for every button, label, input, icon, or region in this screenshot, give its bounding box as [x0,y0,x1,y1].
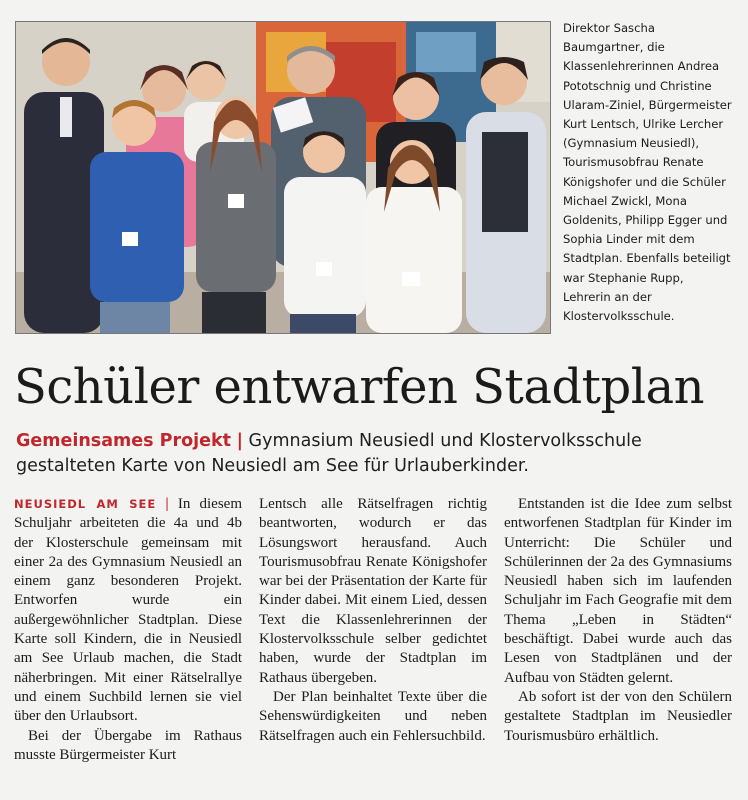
article-paragraph: Entstanden ist die Idee zum selbst entworfenen Stadtplan für Kinder im Unterricht: Die Schüler und Schülerinnen der 2a des Gymnasiums Neusiedl haben sich im laufenden Schuljahr im Fach Geografie mit dem Thema „Leben in Städten“ beschäftigt. Dabei wurde auch das Lesen von Stadtplänen und der Aufbau von Städten gelernt. [504,496,732,686]
group-photo [15,21,551,334]
subhead-kicker: Gemeinsames Projekt [16,431,231,451]
article-column-1 [14,495,242,765]
subhead-text: Gymnasium Neusiedl und Klostervolksschule gestalteten Karte von Neusiedl am See für Urlauberkinder. [16,431,642,476]
article-column-2 [259,495,487,746]
subheadline [16,429,731,479]
dateline-separator: | [165,496,169,512]
group-photo-illustration [16,22,550,333]
article-paragraph: Bei der Übergabe im Rathaus musste Bürgermeister Kurt [14,727,242,763]
photo-caption: Direktor Sascha Baumgartner, die Klassenlehrerinnen Andrea Pototschnig und Christine Ularam-Ziniel, Bürgermeister Kurt Lentsch, Ulrike Lercher (Gymnasium Neusiedl), Tourismusobfrau Renate Königshofer und die Schüler Michael Zwickl, Mona Goldenits, Philipp Egger und Sophia Linder mit dem Stadtplan. Ebenfalls beteiligt war Stephanie Rupp, Lehrerin an der Klostervolksschule. [563,21,732,324]
article-paragraph: Der Plan beinhaltet Texte über die Sehenswürdigkeiten und neben Rätselfragen auch ein Fehlersuchbild. [259,688,487,744]
article-paragraph [14,495,242,727]
article-paragraph: Lentsch alle Rätselfragen richtig beantworten, wodurch er das Lösungswort herausfand. Auch Tourismusobfrau Renate Königshofer war bei der Präsentation der Karte für Kinder dabei. Mit einem Lied, dessen Text die Klassenlehrerinnen der Klostervolksschule selber gedichtet haben, wurde der Stadtplan im Rathaus übergeben. [259,496,487,686]
dateline: NEUSIEDL AM SEE [14,497,157,511]
headline: Schüler entwarfen Stadtplan [14,359,705,415]
article-paragraph: Ab sofort ist der von den Schülern gestaltete Stadtplan im Neusiedler Tourismusbüro erhältlich. [504,688,732,744]
article-column-3 [504,495,732,746]
paragraph-text: In diesem Schuljahr arbeiteten die 4a und 4b der Klosterschule gemeinsam mit einer 2a des Gymnasium Neusiedl an einem ganz besonderen Projekt. Entworfen wurde ein außergewöhnlicher Stadtplan. Diese Karte soll Kindern, die in Neusiedl am See Urlaub machen, die Stadt näherbringen. Mit einer Rätselrallye und einem Suchbild lernen sie viel über den Urlaubsort. [14,496,243,725]
subhead-separator: | [236,431,243,451]
